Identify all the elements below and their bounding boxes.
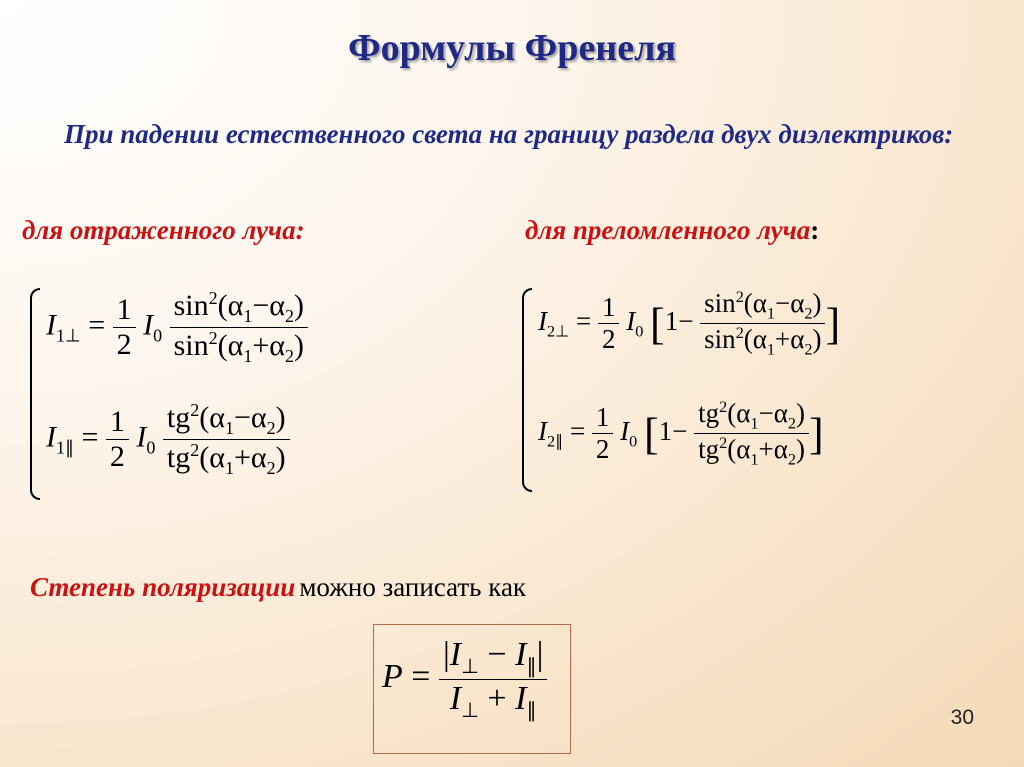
intro-text: При падении естественного света на границу раздела двух диэлектриков:	[64, 119, 954, 149]
degree-label: Степень поляризации	[30, 572, 296, 602]
formula-refracted-perp: $I_{2\perp}$ = $\frac{1}{2}$ $I_0$ [1− $\frac{\sin^2(\alpha_1-\alpha_2)}{\sin^2(\alpha_1+\alpha_2)}$ ]	[538, 288, 841, 359]
left-brace	[30, 288, 40, 500]
degree-line	[30, 572, 526, 603]
refracted-label: для преломленного луча	[525, 215, 811, 245]
formula-reflected-par: $I_{1\parallel}$ = $\frac{1}{2}$ $I_0$ $\frac{tg^2(\alpha_1-\alpha_2)}{tg^2(\alpha_1+\alpha_2)}$	[46, 400, 290, 479]
slide-title: Формулы Френеля	[348, 27, 676, 69]
page-number: 30	[950, 706, 974, 729]
formula-reflected-perp: $I_{1\perp}$ = $\frac{1}{2}$ $I_0$ $\frac{\sin^2(\alpha_1-\alpha_2)}{\sin^2(\alpha_1+\alpha_2)}$	[46, 288, 308, 367]
degree-tail: можно записать как	[299, 572, 527, 602]
polarization-formula: P = $\frac{|I_\perp - I_\parallel|}{I_\perp + I_\parallel}$	[382, 636, 547, 723]
reflected-label: для отраженного луча:	[22, 215, 305, 245]
right-brace	[522, 288, 532, 492]
formula-refracted-par: $I_{2\parallel}$ = $\frac{1}{2}$ $I_0$ [1− $\frac{tg^2(\alpha_1-\alpha_2)}{tg^2(\alpha_1+\alpha_2)}$ ]	[538, 398, 824, 469]
refracted-label-wrap	[525, 215, 819, 246]
refracted-colon: :	[810, 215, 820, 245]
